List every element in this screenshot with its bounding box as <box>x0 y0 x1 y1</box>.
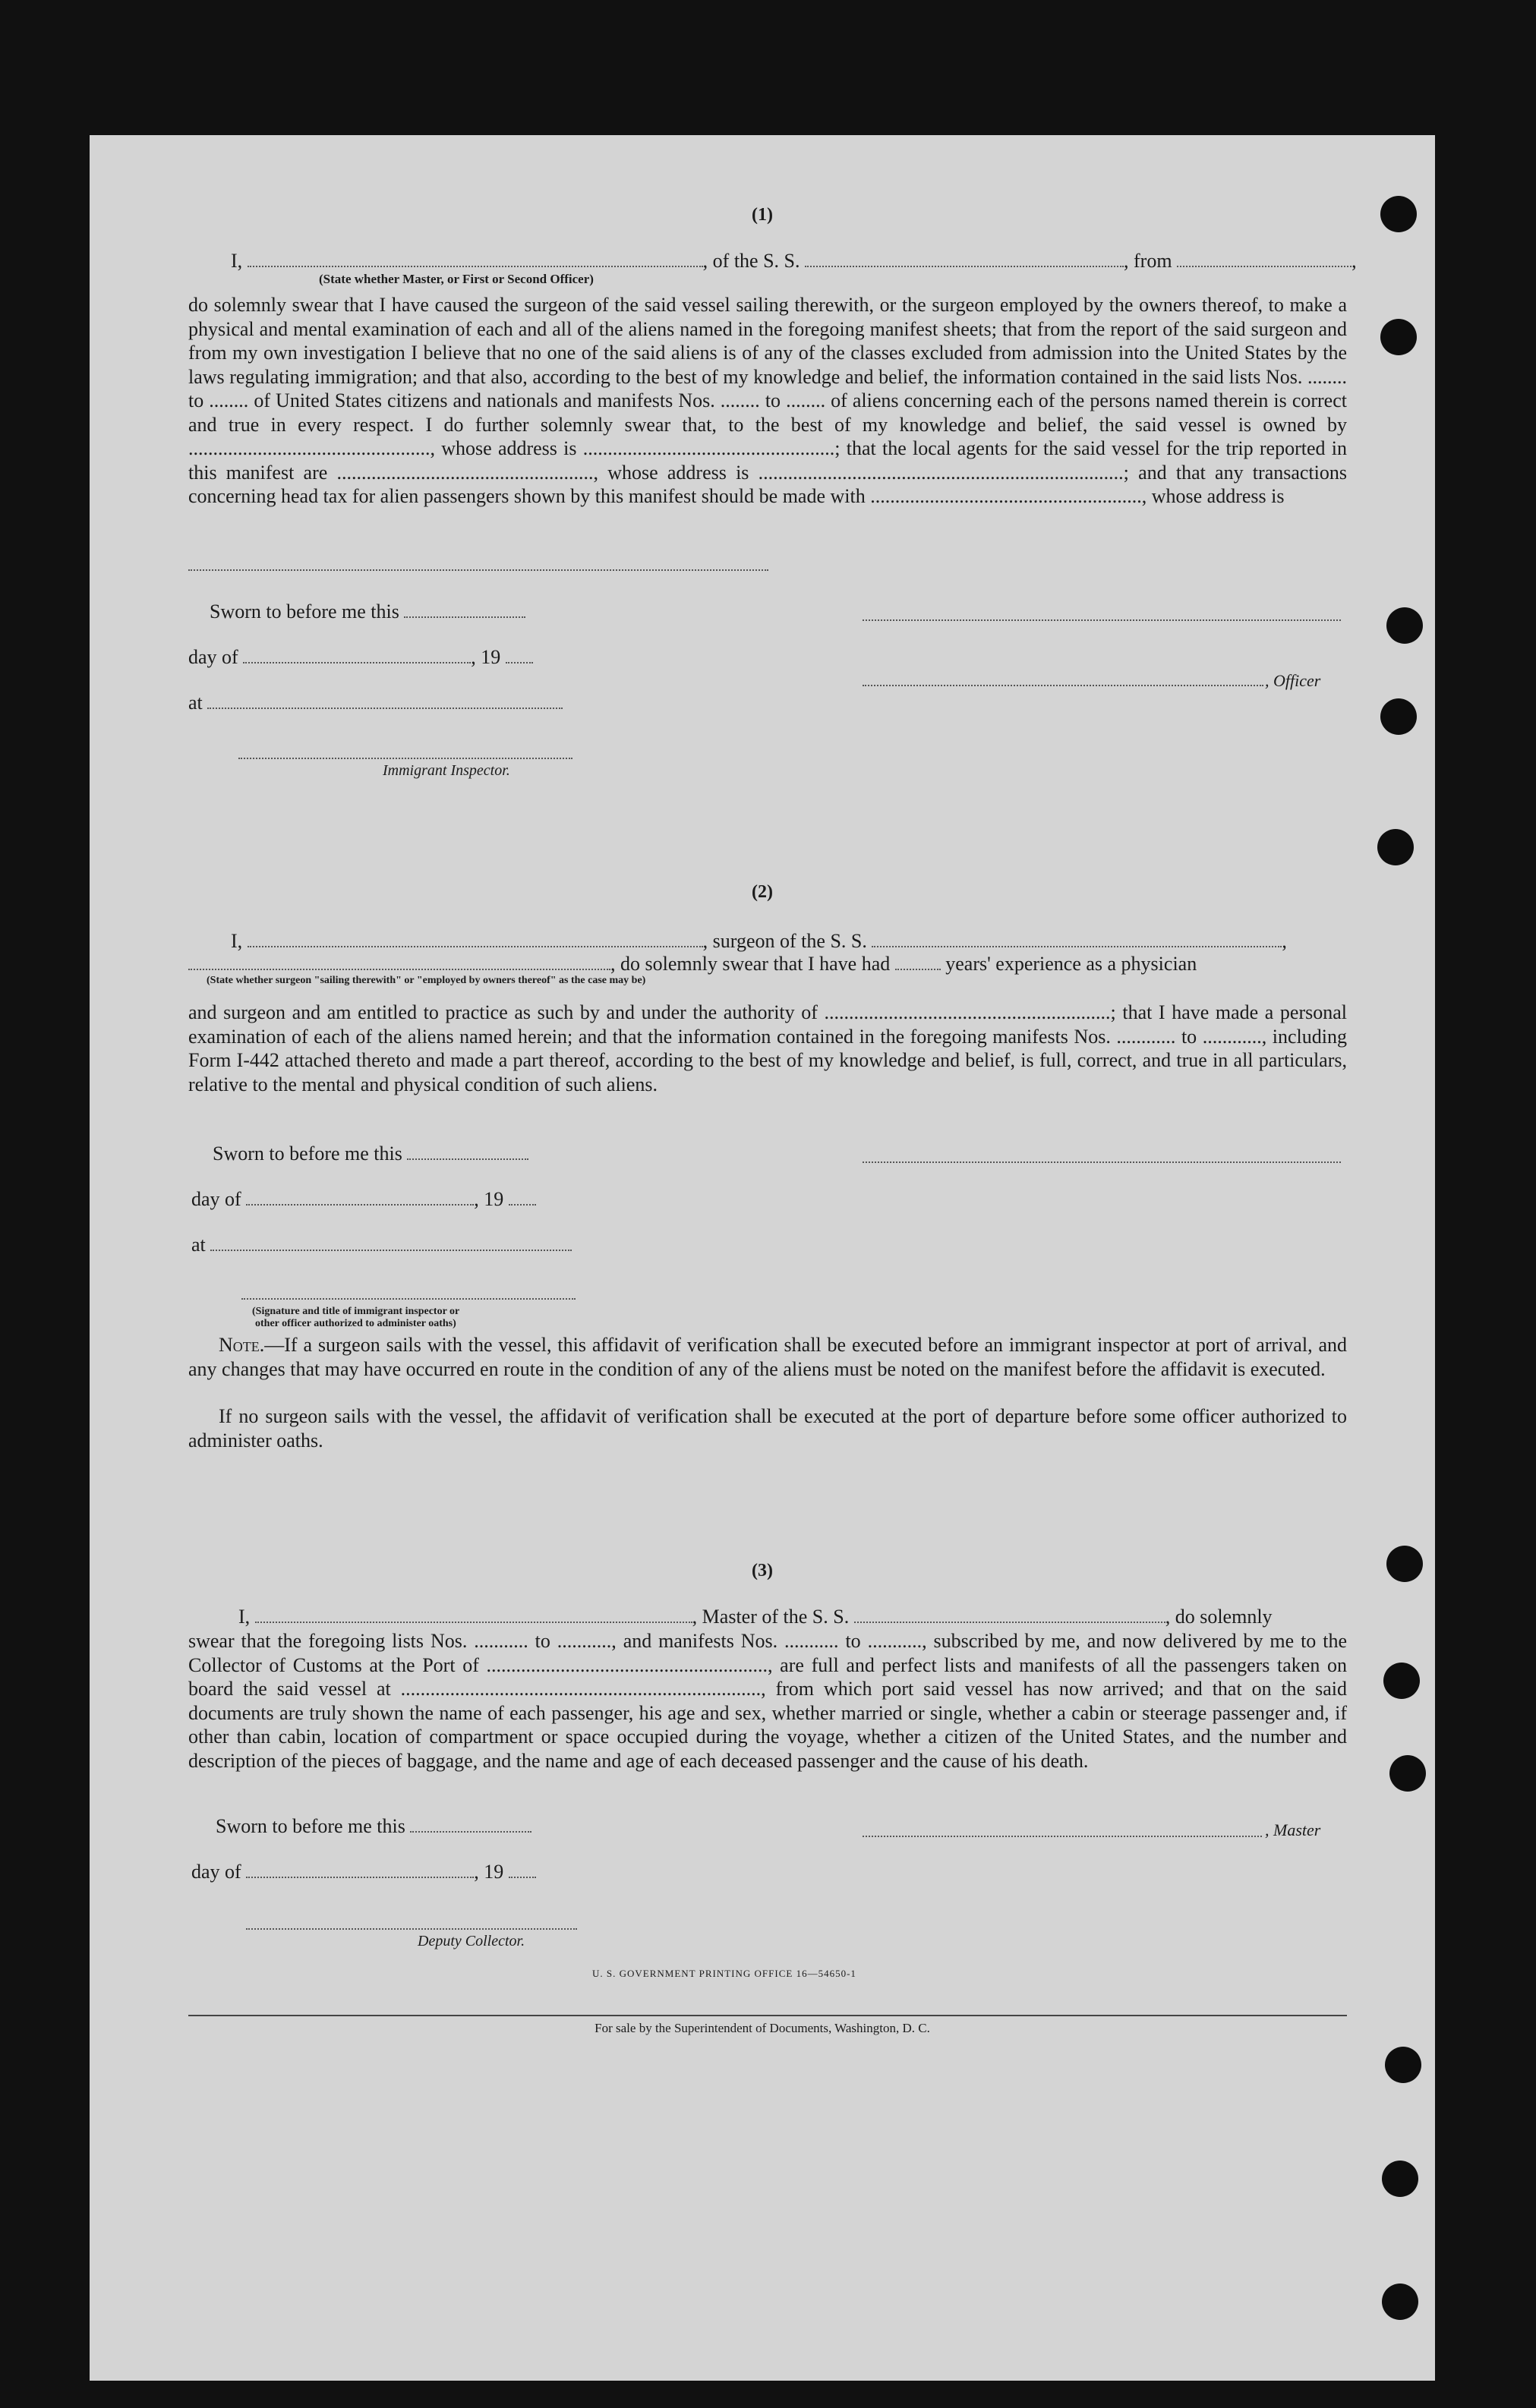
note-second-paragraph: If no surgeon sails with the vessel, the affidavit of verification shall be executed at the port of departure before some officer authorized to administer oaths. <box>188 1405 1347 1451</box>
sworn-date-field-3[interactable] <box>410 1817 531 1833</box>
section-2-day-of: day of , 19 <box>191 1187 536 1212</box>
section-3-body: swear that the foregoing lists Nos. ........... to ..........., and manifests Nos. ........... to ..........., subscribed by me, and now delivered by me to the Collector of Customs at the Port of ........................................................., are full and perfect lists and manifests of all the passengers taken on board the said vessel at ........................................................................., from which port said vessel has now arrived; and that on the said documents are truly shown the name of each passenger, his age and sex, whether married or single, whether a cabin or steerage passenger and, if other than cabin, location of compartment or space occupied during the voyage, whether a citizen of the United States, and the number and description of the pieces of baggage, and the name and age of each deceased passenger and the cause of his death. <box>188 1630 1347 1772</box>
master-label: , Master <box>1265 1820 1321 1839</box>
at-place-field-2[interactable] <box>210 1236 572 1251</box>
surgeon-vessel-field[interactable] <box>872 932 1282 947</box>
year-field[interactable] <box>506 648 533 663</box>
section-2-second-line: , do solemnly swear that I have had years' experience as a physician <box>188 952 1197 976</box>
printing-office-line: U. S. GOVERNMENT PRINTING OFFICE 16—54650-1 <box>592 1968 856 1979</box>
section-2-sworn: Sworn to before me this <box>213 1142 528 1166</box>
signature-caption-2: other officer authorized to administer oaths) <box>255 1318 456 1329</box>
day-of-field-2[interactable] <box>246 1190 474 1206</box>
section-1-body: do solemnly swear that I have caused the surgeon of the said vessel sailing therewith, or the surgeon employed by the owners thereof, to make a physical and mental examination of each and all of the aliens named in the foregoing manifest sheets; that from the report of the said surgeon and from my own investigation I believe that no one of the said aliens is of any of the classes excluded from admission into the United States by the laws regulating immigration; and that also, according to the best of my knowledge and belief, the information contained in the said lists Nos. ........ to ........ of United States citizens and nationals and manifests Nos. ........ to ........ of aliens concerning each of the persons named therein is correct and true in every respect. I do further solemnly swear that, to the best of my knowledge and belief, the said vessel is owned by ................................................., whose address is ...................................................; that the local agents for the said vessel for the trip reported in this manifest are ...................................................., whose address is ..........................................................................; and that any transactions concerning head tax for alien passengers shown by this manifest should be made with ......................................................., whose address is <box>188 294 1347 507</box>
section-2-at: at <box>191 1233 572 1257</box>
note-paragraph: Note.—If a surgeon sails with the vessel, this affidavit of verification shall be executed before an immigrant inspector at port of arrival, and any changes that may have occurred en route in the condition of any of the aliens must be noted on the manifest before the affidavit is executed. <box>188 1334 1347 1380</box>
document-page <box>90 135 1435 2381</box>
surgeon-signature-line[interactable] <box>863 1161 1341 1163</box>
signature-caption-1: (Signature and title of immigrant inspector or <box>252 1306 460 1317</box>
officer-signature-line[interactable] <box>863 619 1341 621</box>
inspector-signature-line[interactable] <box>238 758 572 759</box>
punch-hole <box>1385 2047 1421 2083</box>
punch-hole <box>1382 2284 1418 2320</box>
vessel-name-field-3[interactable] <box>854 1608 1165 1623</box>
vessel-name-field[interactable] <box>805 252 1124 267</box>
section-1-sworn: Sworn to before me this <box>210 600 525 624</box>
inspector-signature-line-2[interactable] <box>241 1298 576 1300</box>
day-of-field-3[interactable] <box>246 1863 474 1878</box>
punch-hole <box>1380 319 1417 355</box>
year-field-3[interactable] <box>509 1863 536 1878</box>
address-line[interactable] <box>188 569 768 571</box>
punch-hole <box>1380 698 1417 735</box>
sworn-date-field[interactable] <box>404 603 525 618</box>
section-1-number: (1) <box>752 205 773 225</box>
from-port-field[interactable] <box>1177 252 1351 267</box>
master-signature-line[interactable] <box>863 1836 1262 1837</box>
collector-signature-line[interactable] <box>246 1928 577 1930</box>
punch-hole <box>1383 1663 1420 1699</box>
section-2-caption: (State whether surgeon "sailing therewith" or "employed by owners thereof" as the case may be) <box>207 975 646 986</box>
surgeon-name-field[interactable] <box>248 932 703 947</box>
years-experience-field[interactable] <box>895 955 941 970</box>
section-1-at: at <box>188 691 563 715</box>
punch-hole <box>1377 829 1414 865</box>
day-of-field[interactable] <box>243 648 471 663</box>
section-1-day-of: day of , 19 <box>188 645 533 670</box>
section-2-number: (2) <box>752 882 773 902</box>
section-1-first-line: I, , of the S. S. , from , <box>231 250 1357 272</box>
officer-label: , Officer <box>1265 671 1321 690</box>
immigrant-inspector-label: Immigrant Inspector. <box>383 762 510 779</box>
sworn-date-field-2[interactable] <box>407 1145 528 1160</box>
section-3-number: (3) <box>752 1561 773 1581</box>
punch-hole <box>1382 2161 1418 2197</box>
master-name-field[interactable] <box>248 252 703 267</box>
section-3-day-of: day of , 19 <box>191 1860 536 1884</box>
footer-text: For sale by the Superintendent of Documents, Washington, D. C. <box>595 2021 930 2035</box>
section-1-caption: (State whether Master, or First or Second Officer) <box>319 272 594 286</box>
note-label: Note. <box>219 1334 265 1356</box>
punch-hole <box>1389 1755 1426 1792</box>
deputy-collector-label: Deputy Collector. <box>418 1933 525 1949</box>
master-name-field-3[interactable] <box>255 1608 692 1623</box>
punch-hole <box>1386 607 1423 644</box>
surgeon-capacity-field[interactable] <box>188 955 610 970</box>
section-3-sworn: Sworn to before me this <box>216 1814 531 1839</box>
year-field-2[interactable] <box>509 1190 536 1206</box>
section-2-first-line: I, , surgeon of the S. S. , <box>231 930 1287 952</box>
officer-name-line[interactable] <box>863 685 1263 686</box>
section-3-first-line: I, , Master of the S. S. , do solemnly <box>238 1606 1273 1628</box>
footer-rule <box>188 2015 1347 2016</box>
section-2-body: and surgeon and am entitled to practice as such by and under the authority of ..........................................................; that I have made a personal examination of each of the aliens named herein; and that the information contained in the foregoing manifests Nos. ............ to ............, including Form I-442 attached thereto and made a part thereof, according to the best of my knowledge and belief, is full, correct, and true in all particulars, relative to the mental and physical condition of such aliens. <box>188 1001 1347 1095</box>
at-place-field[interactable] <box>207 694 563 709</box>
